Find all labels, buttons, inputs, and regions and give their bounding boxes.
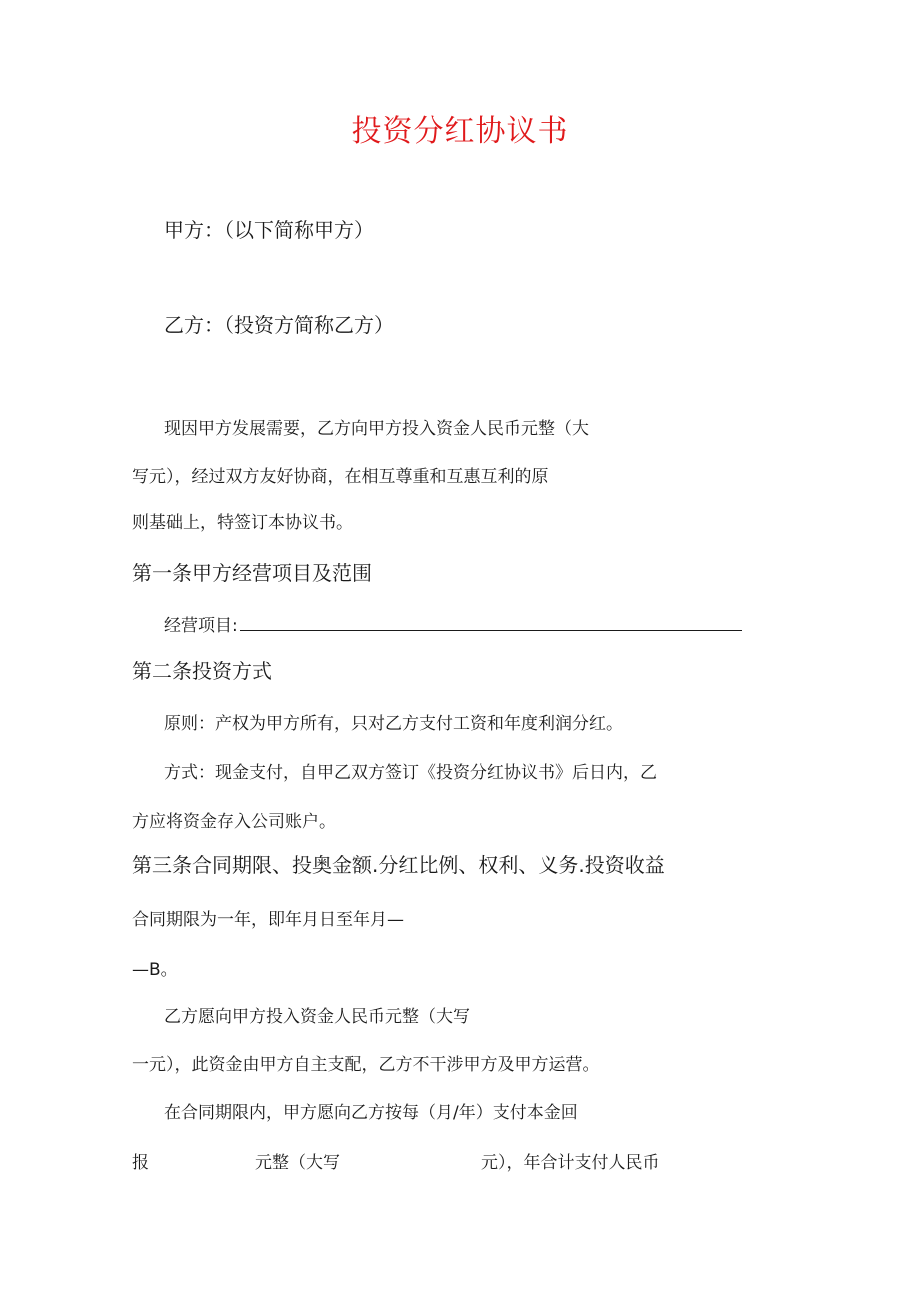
intro-line-3: 则基础上，特签订本协议书。 [132, 513, 353, 533]
return-line-2-part-3: 元），年合计支付人民币 [481, 1153, 660, 1173]
investment-line-2: 一元），此资金由甲方自主支配，乙方不干涉甲方及甲方运营。 [132, 1055, 600, 1075]
article-3-heading: 第三条合同期限、投奥金额.分红比例、权利、义务.投资收益 [132, 853, 665, 877]
business-item-label: 经营项目: [164, 616, 238, 636]
article-2-method-line-1: 方式：现金支付，自甲乙双方签订《投资分红协议书》后日内，乙 [164, 763, 657, 783]
return-line-2-part-2: 元整（大写 [255, 1153, 340, 1173]
term-line-1: 合同期限为一年，即年月日至年月— [132, 910, 404, 930]
party-a-line: 甲方：（以下简称甲方） [164, 218, 374, 242]
intro-line-1: 现因甲方发展需要，乙方向甲方投入资金人民币元整（大 [164, 419, 589, 439]
article-2-principle: 原则：产权为甲方所有，只对乙方支付工资和年度利润分红。 [164, 714, 623, 734]
business-item-row [164, 614, 742, 638]
intro-line-2: 写元），经过双方友好协商，在相互尊重和互惠互利的原 [132, 467, 549, 487]
article-2-heading: 第二条投资方式 [132, 659, 272, 683]
article-2-method-line-2: 方应将资金存入公司账户。 [132, 812, 336, 832]
business-item-blank [240, 615, 742, 631]
return-line-2 [0, 1151, 920, 1175]
party-b-line: 乙方：（投资方简称乙方） [164, 313, 394, 337]
return-line-2-part-1: 报 [132, 1153, 149, 1173]
article-1-heading: 第一条甲方经营项目及范围 [132, 561, 372, 585]
term-line-2: —B。 [132, 960, 178, 980]
return-line-1: 在合同期限内，甲方愿向乙方按每（月/年）支付本金回 [164, 1103, 578, 1123]
investment-line-1: 乙方愿向甲方投入资金人民币元整（大写 [164, 1007, 470, 1027]
document-title: 投资分红协议书 [351, 114, 569, 149]
